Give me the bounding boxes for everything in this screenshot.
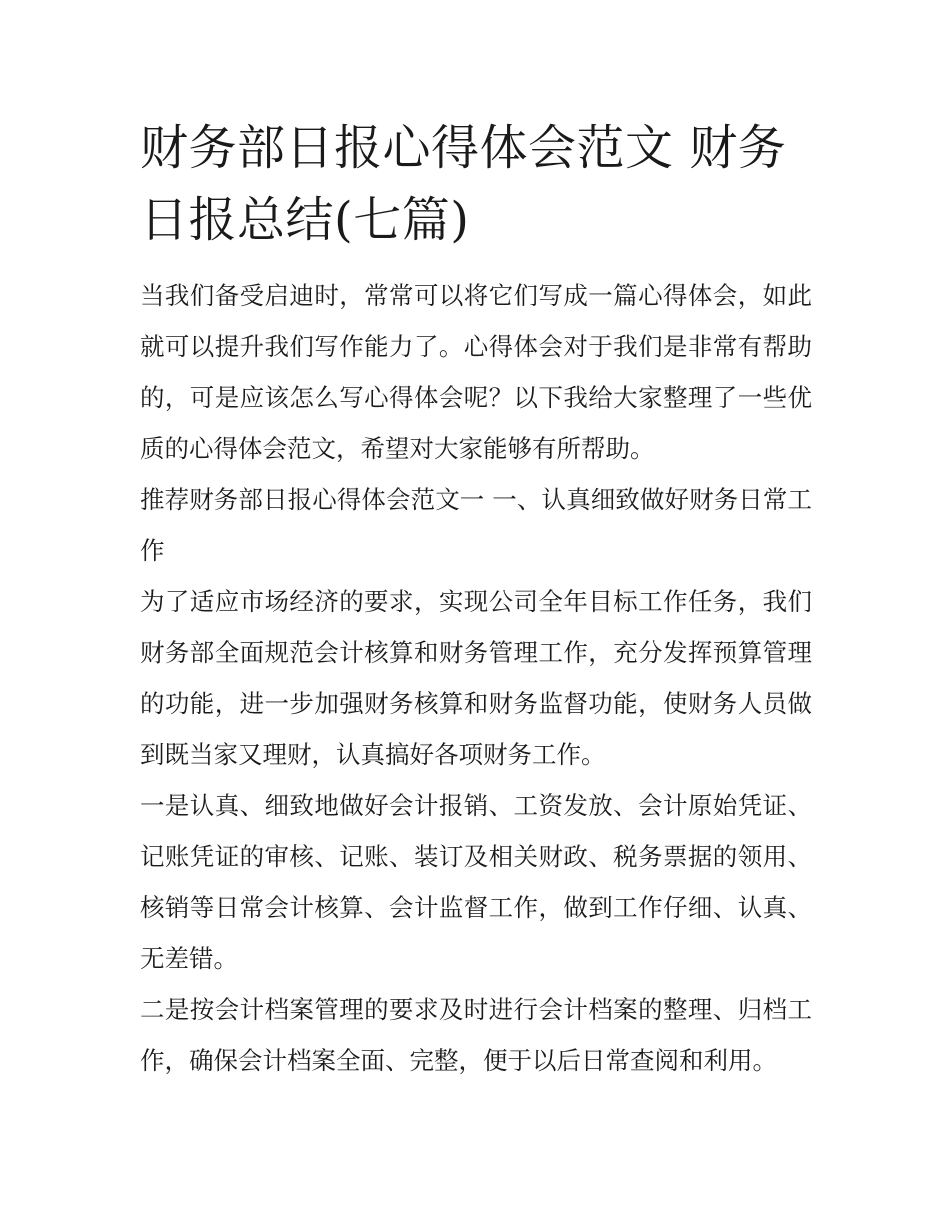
document-title: 财务部日报心得体会范文 财务日报总结(七篇) xyxy=(140,120,787,248)
paragraph-body-3: 二是按会计档案管理的要求及时进行会计档案的整理、归档工作，确保会计档案全面、完整，便于以后日常查阅和利用。 xyxy=(140,995,812,1075)
paragraph-intro: 当我们备受启迪时，常常可以将它们写成一篇心得体会，如此就可以提升我们写作能力了。心得体会对于我们是非常有帮助的，可是应该怎么写心得体会呢？以下我给大家整理了一些优质的心得体会范文，希望对大家能够有所帮助。 xyxy=(140,281,812,463)
document-content xyxy=(140,112,812,1086)
paragraph-body-1: 为了适应市场经济的要求，实现公司全年目标工作任务，我们财务部全面规范会计核算和财务管理工作，充分发挥预算管理的功能，进一步加强财务核算和财务监督功能，使财务人员做到既当家又理财，认真搞好各项财务工作。 xyxy=(140,587,812,769)
paragraph-section-heading: 推荐财务部日报心得体会范文一 一、认真细致做好财务日常工作 xyxy=(140,485,812,565)
paragraph-body-2: 一是认真、细致地做好会计报销、工资发放、会计原始凭证、记账凭证的审核、记账、装订及相关财政、税务票据的领用、核销等日常会计核算、会计监督工作，做到工作仔细、认真、无差错。 xyxy=(140,791,812,973)
